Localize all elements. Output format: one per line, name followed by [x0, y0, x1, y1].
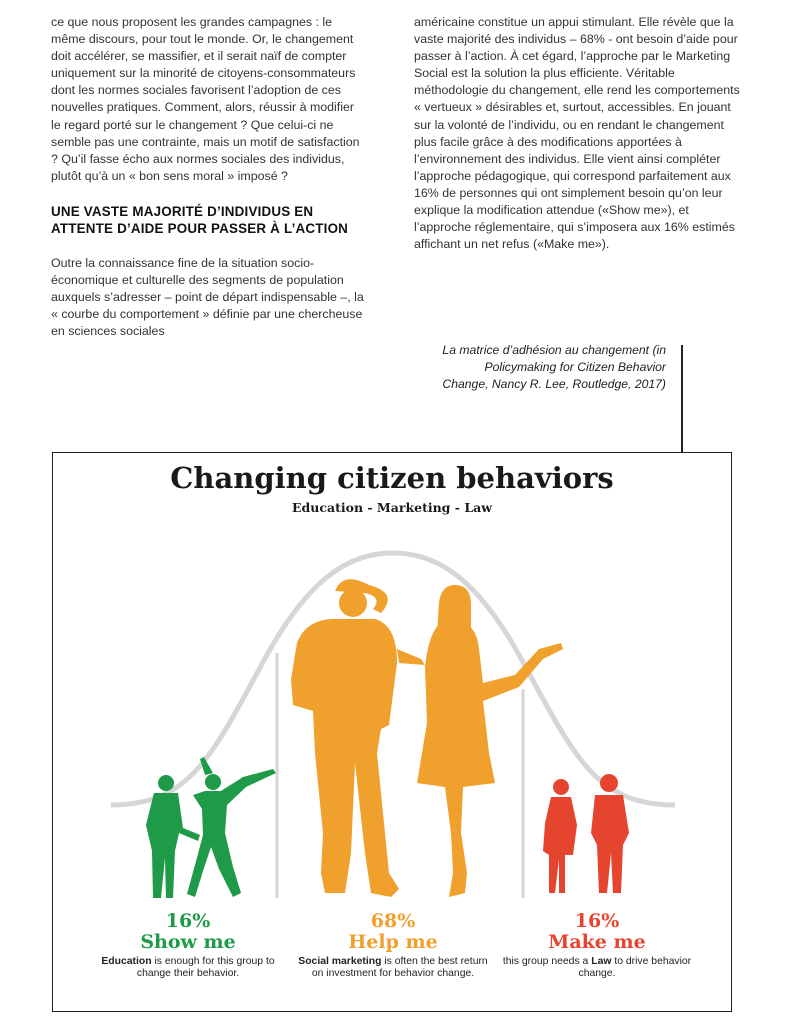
make-me-keyword: Law — [591, 956, 612, 967]
show-me-description — [88, 956, 288, 980]
help-me-description — [293, 956, 493, 980]
show-me-label: Show me — [140, 931, 236, 953]
make-me-description — [497, 956, 697, 980]
caption-rule — [681, 345, 683, 452]
help-me-text: is often the best return on investment for behavior change. — [311, 956, 488, 979]
help-me-label: Help me — [348, 931, 438, 953]
make-me-text: to drive behavior change. — [578, 956, 692, 979]
make-me-percent: 16% — [574, 910, 620, 932]
group-show-me — [88, 911, 288, 980]
right-column — [414, 14, 742, 253]
figure-caption: La matrice d’adhésion au changement (in Policymaking for Citizen Behavior Change, Nancy R. Lee, Routledge, 2017) — [442, 343, 666, 391]
infographic-title: Changing citizen behaviors — [170, 461, 614, 495]
right-paragraph: américaine constitue un appui stimulant. Elle révèle que la vaste majorité des individus – 68% - ont besoin d’aide pour passer à l’action. À cet égard, l’approche par le Marketing Social est la solution la plus efficiente. Véritable méthodologie du changement, elle rend les comportements « vertueux » désirables et, surtout, accessibles. En jouant sur la volonté de l’individu, ou en rendant le changement plus facile grâce à des modifications apportées à l’environnement des individus. Elle vient ainsi compléter l’approche pédagogique, qui correspond parfaitement aux 16% de personnes qui ont simplement besoin qu’on leur explique la modification attendue («Show me»), et l’approche réglementaire, qui s’imposera aux 16% estimés affichant un net refus («Make me»). — [414, 15, 740, 252]
section-heading: UNE VASTE MAJORITÉ D’INDIVIDUS EN ATTENTE D’AIDE POUR PASSER À L’ACTION — [51, 203, 349, 236]
make-me-label: Make me — [548, 931, 646, 953]
group-help-me — [293, 911, 493, 980]
show-me-keyword: Education — [101, 956, 152, 967]
make-me-prefix: this group needs a — [502, 956, 592, 967]
infographic-subtitle: Education - Marketing - Law — [292, 500, 492, 515]
show-me-figures — [146, 757, 276, 898]
help-me-percent: 68% — [370, 910, 416, 932]
help-me-keyword: Social marketing — [298, 956, 382, 967]
left-column — [51, 14, 367, 340]
show-me-percent: 16% — [165, 910, 211, 932]
group-make-me — [497, 911, 697, 980]
left-paragraph-1: ce que nous proposent les grandes campagnes : le même discours, pour tout le monde. Or, le changement doit accélérer, se massifier, et il serait naïf de compter uniquement sur la minorité de citoyens-consommateurs dont les normes sociales favorisent l’adoption de ces nouvelles pratiques. Comment, alors, réussir à modifier le regard porté sur le changement ? Que celui-ci ne semble pas une contrainte, mais un motif de satisfaction ? Qu’il fasse écho aux normes sociales des individus, plutôt qu’à un « bon sens moral » imposé ? — [51, 15, 360, 183]
show-me-text: is enough for this group to change their behavior. — [136, 956, 275, 979]
infographic — [52, 452, 732, 1012]
left-paragraph-2: Outre la connaissance fine de la situation socio-économique et culturelle des segments de population auxquels s’adresser – point de départ indispensable –, la « courbe du comportement » définie par une chercheuse en sciences sociales — [51, 255, 364, 339]
